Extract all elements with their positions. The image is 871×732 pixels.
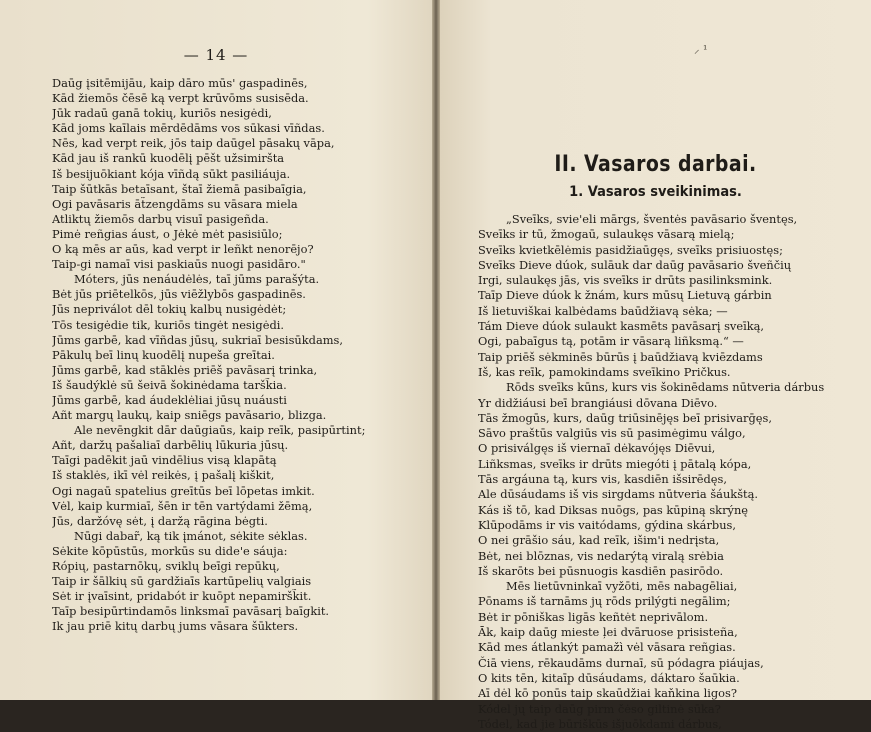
text-line: Iš, kas reīk, pamokindams sveīkino Pričkus. — [478, 364, 731, 379]
text-line: Iš lietuviškai kalbėdams baūdžiavą sėka; — — [478, 303, 728, 318]
text-line: Taīgi padēkit jaū vindēlius visą klapātą — [52, 453, 277, 468]
text-line: Iš šaudýklė sū šeivā šokinėdama taršk̃ia. — [52, 377, 287, 392]
chapter-title: II. Vasaros darbai. — [554, 152, 757, 177]
text-line: Sāvo praštūs valgiūs vis sū pasimėgimu válgo, — [478, 426, 746, 441]
text-line: Vėl, kaip kurmiaī, šēn ir tēn vartýdami žēmą, — [52, 498, 313, 513]
text-line: Jūs, daržóvę sėt, į daržą rāgina bėgti. — [52, 513, 268, 528]
text-line: Ogi pavāsaris āt̃zengdāms su vāsara miela — [52, 196, 298, 211]
text-line: Jūk radaū ganā tokių, kuriōs nesigėdi, — [52, 106, 272, 121]
text-line: Sėkite kōpūstūs, morkūs su dide'e sáuja: — [52, 543, 288, 558]
text-line: Taīp Dieve dúok k žnám, kurs mūsų Lietuvą gárbin — [478, 288, 772, 303]
text-line: Tám Dieve dúok sulaukt kasmēts pavāsarį sveīką, — [478, 319, 765, 334]
corner-mark: ⸝ ¹ — [694, 43, 708, 56]
text-line: Kād žiemōs čēsē ką verpt krūvōms susisēda. — [52, 91, 309, 106]
text-line: O nei grāšio sáu, kad reīk, išim'i nedrįsta, — [478, 533, 720, 548]
left-page — [0, 0, 432, 700]
text-line: Tās žmogūs, kurs, daūg triūsinējęs beī prisivarḡęs, — [478, 410, 772, 425]
text-line: Bėt, nei blōznas, vis nedarýtą viralą srėbia — [478, 548, 724, 563]
text-line: Sėt ir įvaīsint, pridabót ir kuōpt nepamiršk̃it. — [52, 589, 312, 604]
text-line: Klūpodāms ir vis vaitódams, gýdina skárbus, — [478, 517, 737, 532]
right-page-text — [478, 212, 858, 732]
text-line: Móters, jūs nenáudėlės, taī jūms parašýta. — [74, 272, 320, 287]
text-line: Daūg įsitēmijāu, kaip dāro mūs' gaspadinēs, — [52, 76, 308, 90]
text-line: Jūms garbē, kad áudeklėliai jūsų nuáusti — [52, 392, 287, 407]
book-gutter — [432, 0, 440, 700]
text-line: Jūs nepriválot dēl tokių kalbų nusigėdėt; — [52, 302, 287, 317]
text-line: Čiā viens, rēkaudāms durnaī, sū pódagra piáujas, — [478, 655, 764, 670]
text-line: Taip-gi namaī visi paskiaūs nuogi pasidāro." — [52, 257, 306, 272]
text-line: Tās argáuna tą, kurs vis, kasdiēn išsirēdęs, — [478, 472, 728, 487]
text-line: Pimė reñgias áust, o Jėkė mėt pasisiūlo; — [52, 226, 283, 241]
text-line: Kād mes átlankýt pamažì vėl vāsara reñgias. — [478, 640, 736, 655]
text-line: Bėt ir pōniškas ligās keñtėt neprivālom. — [478, 609, 709, 624]
text-line: Sveīks Dieve dúok, sulāuk dar daūg pavāsario šveñčių — [478, 257, 792, 272]
text-line: Taip ir šālkių sū gardžiaīs kartūpelių valgiais — [52, 574, 312, 589]
text-line: Iš skarōts bei pūsnuogis kasdiēn pasirōdo. — [478, 563, 724, 578]
text-line: Nēs, kad verpt reik, jōs taip daūgel pāsakų vāpa, — [52, 136, 335, 151]
text-line: Añt margų laukų, kaip sniēgs pavāsario, blizga. — [52, 408, 327, 423]
text-line: Ogi, pabaīgus tą, potām ir vāsarą liñksmą.“ — — [478, 334, 744, 349]
text-line: Yr didžiáusi beī brangiáusi dōvana Diēvo. — [478, 395, 718, 410]
text-line: Taip šūtkās betaīsant, štaī žiemā pasibaīgia, — [52, 181, 307, 196]
text-line: Tōs tesigėdie tik, kuriōs tingėt nesigėdi. — [52, 317, 285, 332]
text-line: O kits tēn, kitaīp dūsáudams, dáktaro šaūkia. — [478, 670, 740, 685]
text-line: Jūms garbē, kad vīñdas jūsų, sukriaī besisūkdams, — [52, 332, 344, 347]
text-line: Sveīks ir tū, žmogaū, sulaukęs vāsarą mielą; — [478, 227, 735, 242]
text-line: „Sveīks, svie'eli mārgs, šventės pavāsario šventęs, — [506, 212, 798, 226]
text-line: Āk, kaip daūg mieste ļei dvāruose prisisteña, — [478, 625, 738, 640]
left-page-text — [52, 76, 416, 634]
text-line: Irgi, sulaukęs jās, vis sveīks ir drūts pasilinksmink. — [478, 273, 773, 288]
text-line: Ale dūsáudams iš vis sirgdams nūtveria šáukštą. — [478, 487, 759, 502]
text-line: Jūms garbē, kad stāklės priēš pavāsarį trinka, — [52, 362, 318, 377]
text-line: Iš staklės, ikī vėl reikės, į pašalį kiškit, — [52, 468, 275, 483]
text-line: Taīp besipūrtindamōs linksmaī pavāsarį baīgkit. — [52, 604, 330, 619]
text-line: Rōds sveīks kūns, kurs vis šokinēdams nūtveria dárbus — [506, 380, 825, 395]
text-line: Añt, daržų pašaliaī darbēlių lūkuria jūsų. — [52, 438, 289, 453]
text-line: Liñksmas, sveīks ir drūts miegóti į pātalą kópa, — [478, 456, 752, 471]
text-line: Kād jau iš rankū kuodēlį pēšt užsimiršta — [52, 151, 285, 166]
text-line: Nūgi dabar̃, ką tik įmánot, sėkite sėklas. — [74, 528, 308, 543]
text-line: Mēs lietūvninkaī vyžōti, mēs nabagēliai, — [506, 579, 738, 594]
text-line: Ogi nagaū spatelius greītūs beī lōpetas imkit. — [52, 483, 315, 498]
page-number: — 14 — — [183, 46, 249, 64]
text-line: Pōnams iš tarnāms jų rōds prilýgti negālim; — [478, 594, 731, 609]
text-line: Bėt jūs priētelkōs, jūs viēžlybōs gaspadinēs. — [52, 287, 306, 302]
text-line: O ką mēs ar aūs, kad verpt ir leñkt nenorējo? — [52, 242, 314, 257]
text-line: Kódel jų taip daūg pirm čėso giltinė sūka? — [478, 701, 721, 716]
text-line: Taip priēš sėkminēs būrūs į baūdžiavą kviēzdams — [478, 349, 763, 364]
section-title: 1. Vasaros sveikinimas. — [569, 184, 742, 200]
text-line: Sveīks kvietkēlėmis pasidžiaūgęs, sveīks prisiuostęs; — [478, 242, 783, 257]
text-line: O prisiválgęs iš viernaī dėkavójęs Diēvui, — [478, 441, 716, 456]
text-line: Iš besijuōkiant kója vīñdą sūkt pasiliáuja. — [52, 166, 291, 181]
text-line: Rópių, pastarnōkų, sviklų beīgi repūkų, — [52, 559, 280, 573]
text-line: Kás iš tō, kad Diksas nuōgs, pas kūpiną skrýnę — [478, 502, 749, 517]
text-line: Atliktų žiemōs darbų visuī pasigeñda. — [52, 211, 269, 226]
text-line: Aī dėl kō ponūs taip skaūdžiai kaňkina ligos? — [478, 686, 737, 701]
text-line: Ik jau priē kitų darbų jums vāsara šūkters. — [52, 619, 299, 634]
text-line: Tódel, kad jie būriškūs išjuōkdami dárbus, — [478, 716, 722, 731]
text-line: Kād joms kaīlais mērdēdāms vos sūkasi vīñdas. — [52, 121, 325, 136]
text-line: Pākulų beī linų kuodēlį nupeša greītai. — [52, 347, 275, 362]
text-line: Ale nevēngkit dār daūgiaūs, kaip reīk, pasipūrtint; — [74, 423, 366, 438]
